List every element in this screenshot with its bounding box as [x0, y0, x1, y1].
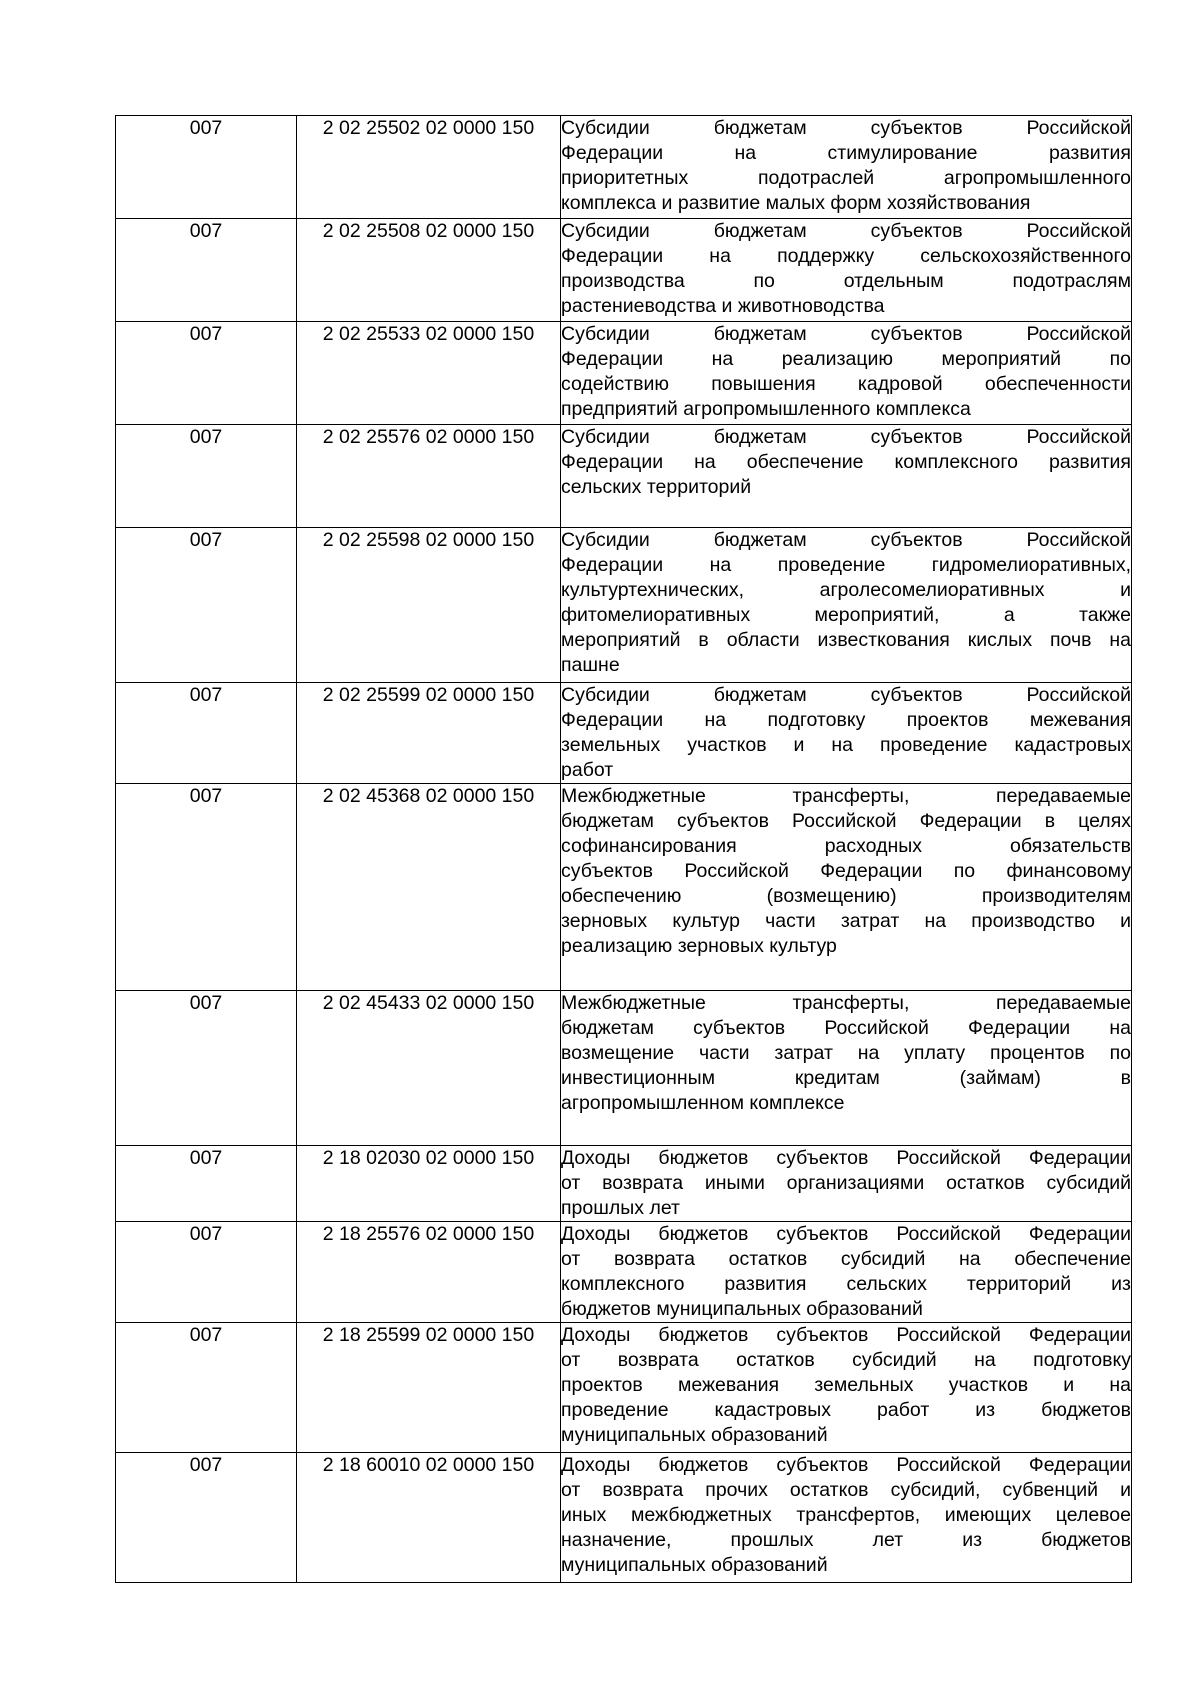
admin-code-cell — [116, 528, 297, 683]
revenue-name-line: зерновых культур части затрат на производство и — [561, 910, 1131, 932]
revenue-name-cell — [561, 784, 1132, 991]
table-body — [116, 116, 1132, 1583]
budget-classification-code: 2 02 25576 02 0000 150 — [322, 426, 535, 448]
revenue-name-line: Субсидии бюджетам субъектов Российской — [561, 529, 1131, 551]
budget-code-cell — [297, 991, 561, 1146]
revenue-name-line: Субсидии бюджетам субъектов Российской — [561, 684, 1131, 706]
admin-code: 007 — [189, 785, 223, 807]
admin-code-cell — [116, 1146, 297, 1222]
budget-classification-code: 2 02 45368 02 0000 150 — [322, 785, 535, 807]
revenue-name-line: работ — [561, 759, 614, 781]
admin-code: 007 — [189, 1324, 223, 1346]
revenue-name-line: комплекса и развитие малых форм хозяйствования — [561, 192, 1031, 214]
revenue-name-line: Доходы бюджетов субъектов Российской Федерации — [561, 1147, 1131, 1169]
revenue-name-line: Межбюджетные трансферты, передаваемые — [561, 785, 1131, 807]
revenue-name-line: Федерации на поддержку сельскохозяйственного — [561, 245, 1131, 267]
budget-classification-code: 2 02 25508 02 0000 150 — [322, 220, 535, 242]
table-row — [116, 528, 1132, 683]
revenue-name-line: Федерации на подготовку проектов межевания — [561, 709, 1131, 731]
revenue-name-line: сельских территорий — [561, 476, 752, 498]
admin-code-cell — [116, 991, 297, 1146]
revenue-name-line: Федерации на стимулирование развития — [561, 142, 1131, 164]
budget-code-cell — [297, 1146, 561, 1222]
revenue-name-line: от возврата остатков субсидий на обеспечение — [561, 1248, 1131, 1270]
revenue-name-line: Федерации на обеспечение комплексного развития — [561, 451, 1131, 473]
admin-code: 007 — [189, 1223, 223, 1245]
revenue-codes-table — [115, 115, 1132, 1583]
revenue-name-line: земельных участков и на проведение кадастровых — [561, 734, 1131, 756]
admin-code-cell — [116, 219, 297, 322]
admin-code-cell — [116, 683, 297, 784]
revenue-name-line: Федерации на реализацию мероприятий по — [561, 348, 1131, 370]
budget-code-cell — [297, 528, 561, 683]
revenue-name-cell — [561, 683, 1132, 784]
revenue-name-line: прошлых лет — [561, 1197, 680, 1219]
admin-code: 007 — [189, 117, 223, 139]
table-row — [116, 683, 1132, 784]
admin-code: 007 — [189, 684, 223, 706]
revenue-name-cell — [561, 1146, 1132, 1222]
revenue-name-line: инвестиционным кредитам (займам) в — [561, 1067, 1131, 1089]
table-row — [116, 1146, 1132, 1222]
revenue-name-line: субъектов Российской Федерации по финансовому — [561, 860, 1131, 882]
table-row — [116, 1222, 1132, 1323]
table-row — [116, 322, 1132, 425]
revenue-name-line: бюджетов муниципальных образований — [561, 1298, 923, 1320]
budget-code-cell — [297, 1222, 561, 1323]
budget-code-cell — [297, 322, 561, 425]
budget-code-cell — [297, 784, 561, 991]
admin-code-cell — [116, 1222, 297, 1323]
revenue-name-line: от возврата остатков субсидий на подготовку — [561, 1349, 1131, 1371]
revenue-name-line: от возврата иными организациями остатков субсидий — [561, 1172, 1131, 1194]
table-row — [116, 116, 1132, 219]
revenue-name-line: агропромышленном комплексе — [561, 1092, 845, 1114]
revenue-name-cell — [561, 1323, 1132, 1453]
admin-code: 007 — [189, 992, 223, 1014]
budget-classification-code: 2 02 45433 02 0000 150 — [322, 992, 535, 1014]
admin-code-cell — [116, 1323, 297, 1453]
revenue-name-line: комплексного развития сельских территорий из — [561, 1273, 1131, 1295]
budget-classification-code: 2 18 02030 02 0000 150 — [322, 1147, 535, 1169]
table-row — [116, 1323, 1132, 1453]
budget-code-cell — [297, 683, 561, 784]
revenue-name-line: реализацию зерновых культур — [561, 935, 837, 957]
revenue-name-cell — [561, 1453, 1132, 1583]
budget-classification-code: 2 18 25599 02 0000 150 — [322, 1324, 535, 1346]
budget-code-cell — [297, 219, 561, 322]
revenue-name-line: культуртехнических, агролесомелиоративных и — [561, 579, 1131, 601]
budget-classification-code: 2 02 25599 02 0000 150 — [322, 684, 535, 706]
budget-code-cell — [297, 425, 561, 528]
revenue-name-line: Межбюджетные трансферты, передаваемые — [561, 992, 1131, 1014]
budget-code-cell — [297, 1453, 561, 1583]
revenue-name-cell — [561, 1222, 1132, 1323]
revenue-name-cell — [561, 322, 1132, 425]
table-row — [116, 784, 1132, 991]
revenue-name-line: муниципальных образований — [561, 1554, 828, 1576]
revenue-name-line: мероприятий в области известкования кислых почв на — [561, 629, 1131, 651]
budget-classification-code: 2 02 25502 02 0000 150 — [322, 117, 535, 139]
revenue-name-cell — [561, 425, 1132, 528]
budget-classification-code: 2 18 25576 02 0000 150 — [322, 1223, 535, 1245]
revenue-name-line: содействию повышения кадровой обеспеченности — [561, 373, 1131, 395]
revenue-name-line: назначение, прошлых лет из бюджетов — [561, 1529, 1131, 1551]
budget-code-cell — [297, 116, 561, 219]
revenue-name-line: проведение кадастровых работ из бюджетов — [561, 1399, 1131, 1421]
admin-code: 007 — [189, 323, 223, 345]
budget-classification-code: 2 18 60010 02 0000 150 — [322, 1454, 535, 1476]
revenue-name-line: муниципальных образований — [561, 1424, 828, 1446]
revenue-name-cell — [561, 116, 1132, 219]
budget-classification-code: 2 02 25598 02 0000 150 — [322, 529, 535, 551]
revenue-name-line: фитомелиоративных мероприятий, а также — [561, 604, 1131, 626]
admin-code-cell — [116, 784, 297, 991]
revenue-name-line: бюджетам субъектов Российской Федерации на — [561, 1017, 1131, 1039]
revenue-name-line: проектов межевания земельных участков и на — [561, 1374, 1131, 1396]
admin-code: 007 — [189, 426, 223, 448]
admin-code-cell — [116, 116, 297, 219]
revenue-name-line: обеспечению (возмещению) производителям — [561, 885, 1131, 907]
revenue-name-line: приоритетных подотраслей агропромышленного — [561, 167, 1131, 189]
table-row — [116, 219, 1132, 322]
revenue-name-line: пашне — [561, 654, 620, 676]
admin-code: 007 — [189, 529, 223, 551]
revenue-name-line: Доходы бюджетов субъектов Российской Федерации — [561, 1454, 1131, 1476]
admin-code: 007 — [189, 220, 223, 242]
revenue-name-line: Субсидии бюджетам субъектов Российской — [561, 117, 1131, 139]
revenue-name-line: софинансирования расходных обязательств — [561, 835, 1131, 857]
admin-code-cell — [116, 322, 297, 425]
budget-code-cell — [297, 1323, 561, 1453]
revenue-name-line: предприятий агропромышленного комплекса — [561, 398, 971, 420]
revenue-name-line: бюджетам субъектов Российской Федерации в целях — [561, 810, 1131, 832]
revenue-name-line: Доходы бюджетов субъектов Российской Федерации — [561, 1324, 1131, 1346]
revenue-name-cell — [561, 991, 1132, 1146]
revenue-name-line: растениеводства и животноводства — [561, 295, 885, 317]
revenue-name-line: иных межбюджетных трансфертов, имеющих целевое — [561, 1504, 1131, 1526]
table-row — [116, 991, 1132, 1146]
revenue-name-cell — [561, 219, 1132, 322]
revenue-name-line: от возврата прочих остатков субсидий, субвенций и — [561, 1479, 1131, 1501]
revenue-name-line: возмещение части затрат на уплату процентов по — [561, 1042, 1131, 1064]
revenue-name-line: Федерации на проведение гидромелиоративных, — [561, 554, 1131, 576]
admin-code: 007 — [189, 1147, 223, 1169]
revenue-name-line: Субсидии бюджетам субъектов Российской — [561, 426, 1131, 448]
admin-code-cell — [116, 425, 297, 528]
revenue-name-cell — [561, 528, 1132, 683]
table-row — [116, 1453, 1132, 1583]
revenue-name-line: Субсидии бюджетам субъектов Российской — [561, 323, 1131, 345]
admin-code: 007 — [189, 1454, 223, 1476]
revenue-name-line: Доходы бюджетов субъектов Российской Федерации — [561, 1223, 1131, 1245]
revenue-name-line: Субсидии бюджетам субъектов Российской — [561, 220, 1131, 242]
revenue-name-line: производства по отдельным подотраслям — [561, 270, 1131, 292]
budget-classification-code: 2 02 25533 02 0000 150 — [322, 323, 535, 345]
table-row — [116, 425, 1132, 528]
admin-code-cell — [116, 1453, 297, 1583]
